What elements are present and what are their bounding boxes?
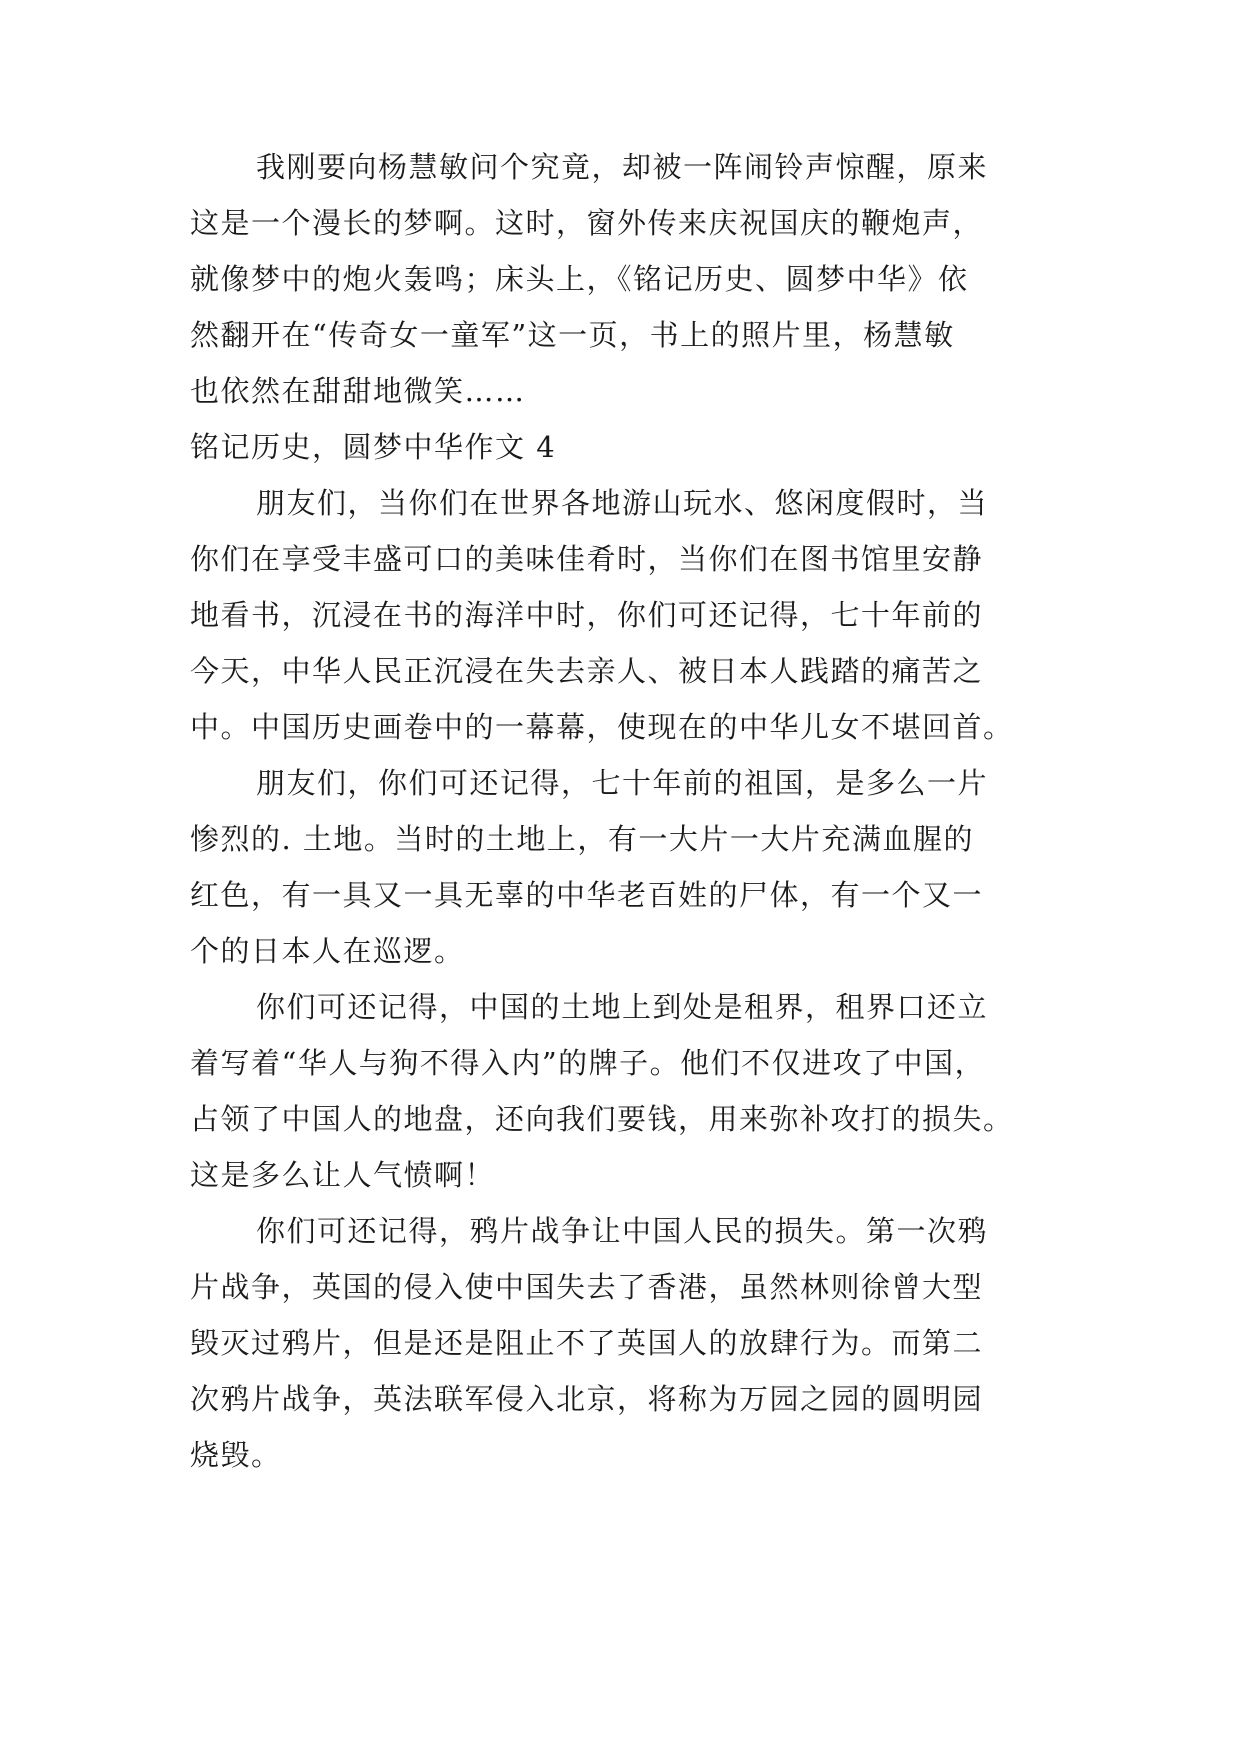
paragraph-line: 朋友们，你们可还记得，七十年前的祖国，是多么一片	[256, 766, 989, 800]
paragraph-line: 然翻开在“传奇女一童军”这一页，书上的照片里，杨慧敏	[190, 318, 955, 352]
paragraph-line: 你们可还记得，中国的土地上到处是租界，租界口还立	[256, 990, 989, 1024]
paragraph-line: 中。中国历史画卷中的一幕幕，使现在的中华儿女不堪回首。	[190, 710, 1014, 744]
paragraph-dream-ending	[190, 139, 1050, 419]
paragraph-line: 你们在享受丰盛可口的美味佳肴时，当你们在图书馆里安静	[190, 542, 984, 576]
paragraph-motherland	[190, 755, 1050, 979]
paragraph-line: 这是一个漫长的梦啊。这时，窗外传来庆祝国庆的鞭炮声，	[190, 206, 984, 240]
paragraph-line: 占领了中国人的地盘，还向我们要钱，用来弥补攻打的损失。	[190, 1102, 1014, 1136]
document-body	[190, 139, 1050, 1483]
paragraph-line: 着写着“华人与狗不得入内”的牌子。他们不仅进攻了中国，	[190, 1046, 986, 1080]
paragraph-line: 也依然在甜甜地微笑……	[190, 374, 526, 408]
paragraph-line: 个的日本人在巡逻。	[190, 934, 465, 968]
paragraph-friends-intro	[190, 475, 1050, 755]
paragraph-line: 就像梦中的炮火轰鸣；床头上，《铭记历史、圆梦中华》依	[190, 262, 969, 296]
paragraph-line: 这是多么让人气愤啊！	[190, 1158, 496, 1192]
paragraph-line: 片战争，英国的侵入使中国失去了香港，虽然林则徐曾大型	[190, 1270, 984, 1304]
paragraph-line: 红色，有一具又一具无辜的中华老百姓的尸体，有一个又一	[190, 878, 984, 912]
paragraph-line: 次鸦片战争，英法联军侵入北京，将称为万园之园的圆明园	[190, 1382, 984, 1416]
paragraph-line: 你们可还记得，鸦片战争让中国人民的损失。第一次鸦	[256, 1214, 989, 1248]
paragraph-line: 我刚要向杨慧敏问个究竟，却被一阵闹铃声惊醒，原来	[256, 150, 989, 184]
paragraph-line: 烧毁。	[190, 1438, 282, 1472]
essay-heading: 铭记历史，圆梦中华作文 4	[190, 430, 557, 464]
paragraph-line: 朋友们，当你们在世界各地游山玩水、悠闲度假时，当	[256, 486, 989, 520]
paragraph-line: 地看书，沉浸在书的海洋中时，你们可还记得，七十年前的	[190, 598, 984, 632]
paragraph-line: 今天，中华人民正沉浸在失去亲人、被日本人践踏的痛苦之	[190, 654, 984, 688]
paragraph-opium-war	[190, 1203, 1050, 1483]
paragraph-line: 毁灭过鸦片，但是还是阻止不了英国人的放肆行为。而第二	[190, 1326, 984, 1360]
paragraph-line: 惨烈的. 土地。当时的土地上，有一大片一大片充满血腥的	[190, 822, 974, 856]
paragraph-concessions	[190, 979, 1050, 1203]
